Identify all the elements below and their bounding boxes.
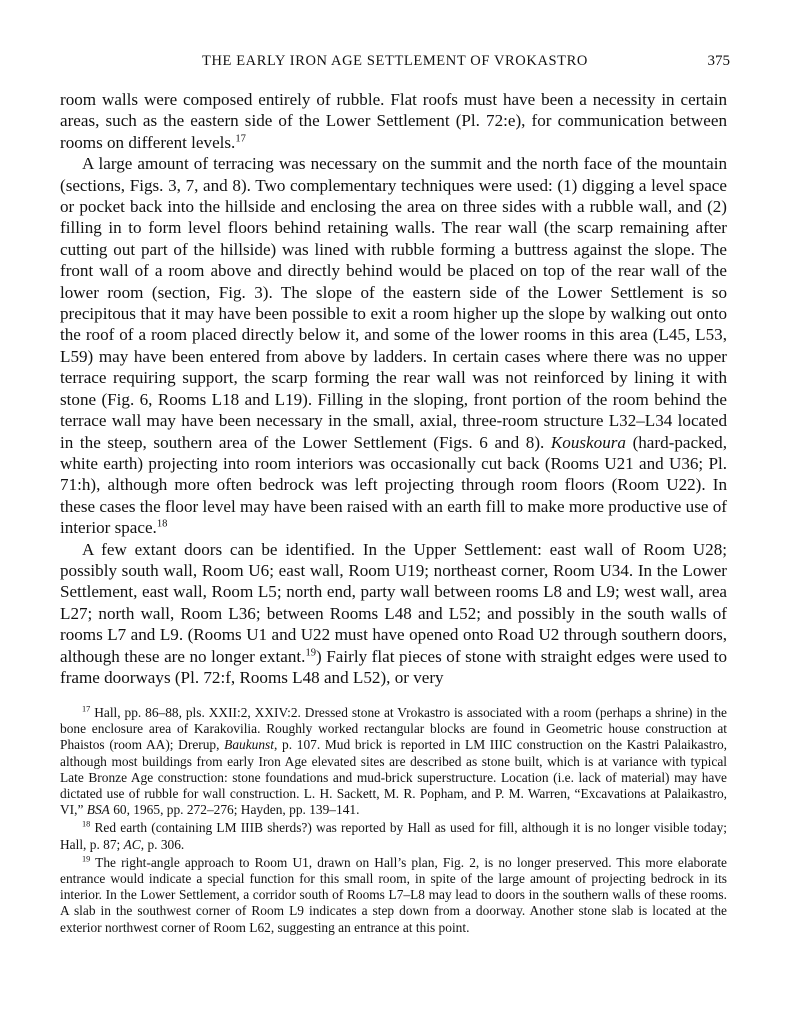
paragraph-roofs: [60, 89, 727, 153]
footnote-17: [60, 705, 727, 818]
page-header: [60, 53, 730, 75]
footnote-text: Red earth (containing LM IIIB sherds?) was reported by Hall as used for fill, although it is no longer visible today; Hall, p. 87;: [60, 820, 727, 852]
footnote-ref-19[interactable]: 19: [305, 646, 317, 658]
footnote-number: 18: [82, 819, 91, 829]
footnote-text: 60, 1965, pp. 272–276; Hayden, pp. 139–141.: [113, 802, 360, 818]
paragraph-terracing: [60, 153, 727, 538]
body-text: [60, 89, 727, 688]
paragraph-text: A few extant doors can be identified. In the Upper Settlement: east wall of Room U28; possibly south wall, Room U6; east wall, Room U19; northeast corner, Room U34. In the Lower Settlement, east wall, Room L5; north end, party wall between rooms L8 and L9; west wall, area L27; north wall, Room L36; between Rooms L48 and L52; and possibly in the south walls of rooms L7 and L9. (Rooms U1 and U22 must have opened onto Road U2 through southern doors, although these are no longer extant.: [60, 539, 727, 666]
footnote-18: [60, 820, 727, 852]
footnote-text: Hall, pp. 86–88, pls. XXII:2, XXIV:2. Dressed stone at Vrokastro is associated with a room (perhaps a shrine) in the bone enclosure area of Karakovilia. Roughly worked rectangular blocks are found in Geometric house construction at Phaistos (room AA); Drerup,: [60, 705, 727, 753]
footnote-ref-18[interactable]: 18: [156, 518, 168, 530]
running-title: THE EARLY IRON AGE SETTLEMENT OF VROKASTRO: [202, 53, 588, 69]
footnote-text: , p. 306.: [140, 836, 185, 852]
italic-citation: Baukunst: [224, 737, 274, 753]
paragraph-text: (hard-packed, white earth) projecting into room interiors was occasionally cut back (Rooms U21 and U36; Pl. 71:h), although more often bedrock was left projecting through room floors (Room U22). In these cases the floor level may have been raised with an earth fill to make more productive use of interior space.: [60, 432, 727, 538]
footnote-19: [60, 855, 727, 936]
footnote-ref-17[interactable]: 17: [235, 133, 246, 145]
page-number: 375: [707, 53, 730, 69]
paragraph-text: room walls were composed entirely of rubble. Flat roofs must have been a necessity in certain areas, such as the eastern side of the Lower Settlement (Pl. 72:e), for communication between rooms on different levels.: [60, 90, 727, 152]
paragraph-text: ) Fairly flat pieces of stone with straight edges were used to frame doorways (Pl. 72:f, Rooms L48 and L52), or very: [60, 646, 727, 687]
footnote-number: 17: [82, 704, 91, 714]
italic-citation: AC: [123, 836, 141, 852]
footnote-text: , p. 107. Mud brick is reported in LM IIIC construction on the Kastri Palaikastro, although most buildings from early Iron Age elevated sites are described as stone built, which is at variance with typical Late Bronze Age construction: stone foundations and mud-brick superstructure. Location (i.e. lack of material) may have dictated use of rubble for wall construction. L. H. Sackett, M. R. Popham, and P. M. Warren, “Excavations at Palaikastro, VI,”: [60, 737, 728, 818]
paragraph-doors: [60, 539, 727, 689]
footnote-number: 19: [82, 854, 91, 864]
italic-citation: BSA: [86, 802, 110, 818]
italic-term: Kouskoura: [550, 432, 626, 452]
footnotes: [60, 705, 727, 938]
paragraph-text: A large amount of terracing was necessary on the summit and the north face of the mountain (sections, Figs. 3, 7, and 8). Two complementary techniques were used: (1) digging a level space or pocket back into the hillside and enclosing the area on three sides with a rubble wall, and (2) filling in to form level floors behind retaining walls. The rear wall (the scarp remaining after cutting out part of the hillside) was lined with rubble forming a buttress against the slope. The front wall of a room above and directly behind would be placed on top of the rear wall of the lower room (section, Fig. 3). The slope of the eastern side of the Lower Settlement is so precipitous that it may have been possible to exit a room higher up the slope by walking out onto the roof of a room placed directly below it, and some of the lower rooms in this area (L45, L53, L59) may have been entered from above by ladders. In certain cases where there was no upper terrace requiring support, the scarp forming the rear wall was not reinforced by lining it with stone (Fig. 6, Rooms L18 and L19). Filling in the sloping, front portion of the room behind the terrace wall may have been necessary in the small, axial, three-room structure L32–L34 located in the steep, southern area of the Lower Settlement (Figs. 6 and 8).: [60, 154, 727, 452]
footnote-text: The right-angle approach to Room U1, drawn on Hall’s plan, Fig. 2, is no longer preserved. This more elaborate entrance would indicate a special function for this small room, in spite of the large amount of projecting bedrock in its interior. In the Lower Settlement, a corridor south of Rooms L7–L8 may lead to doors in the southern walls of these rooms. A slab in the southwest corner of Room L9 indicates a step down from a doorway. Another stone slab is located at the exterior northwest corner of Room L62, suggesting an entrance at this point.: [60, 854, 727, 935]
